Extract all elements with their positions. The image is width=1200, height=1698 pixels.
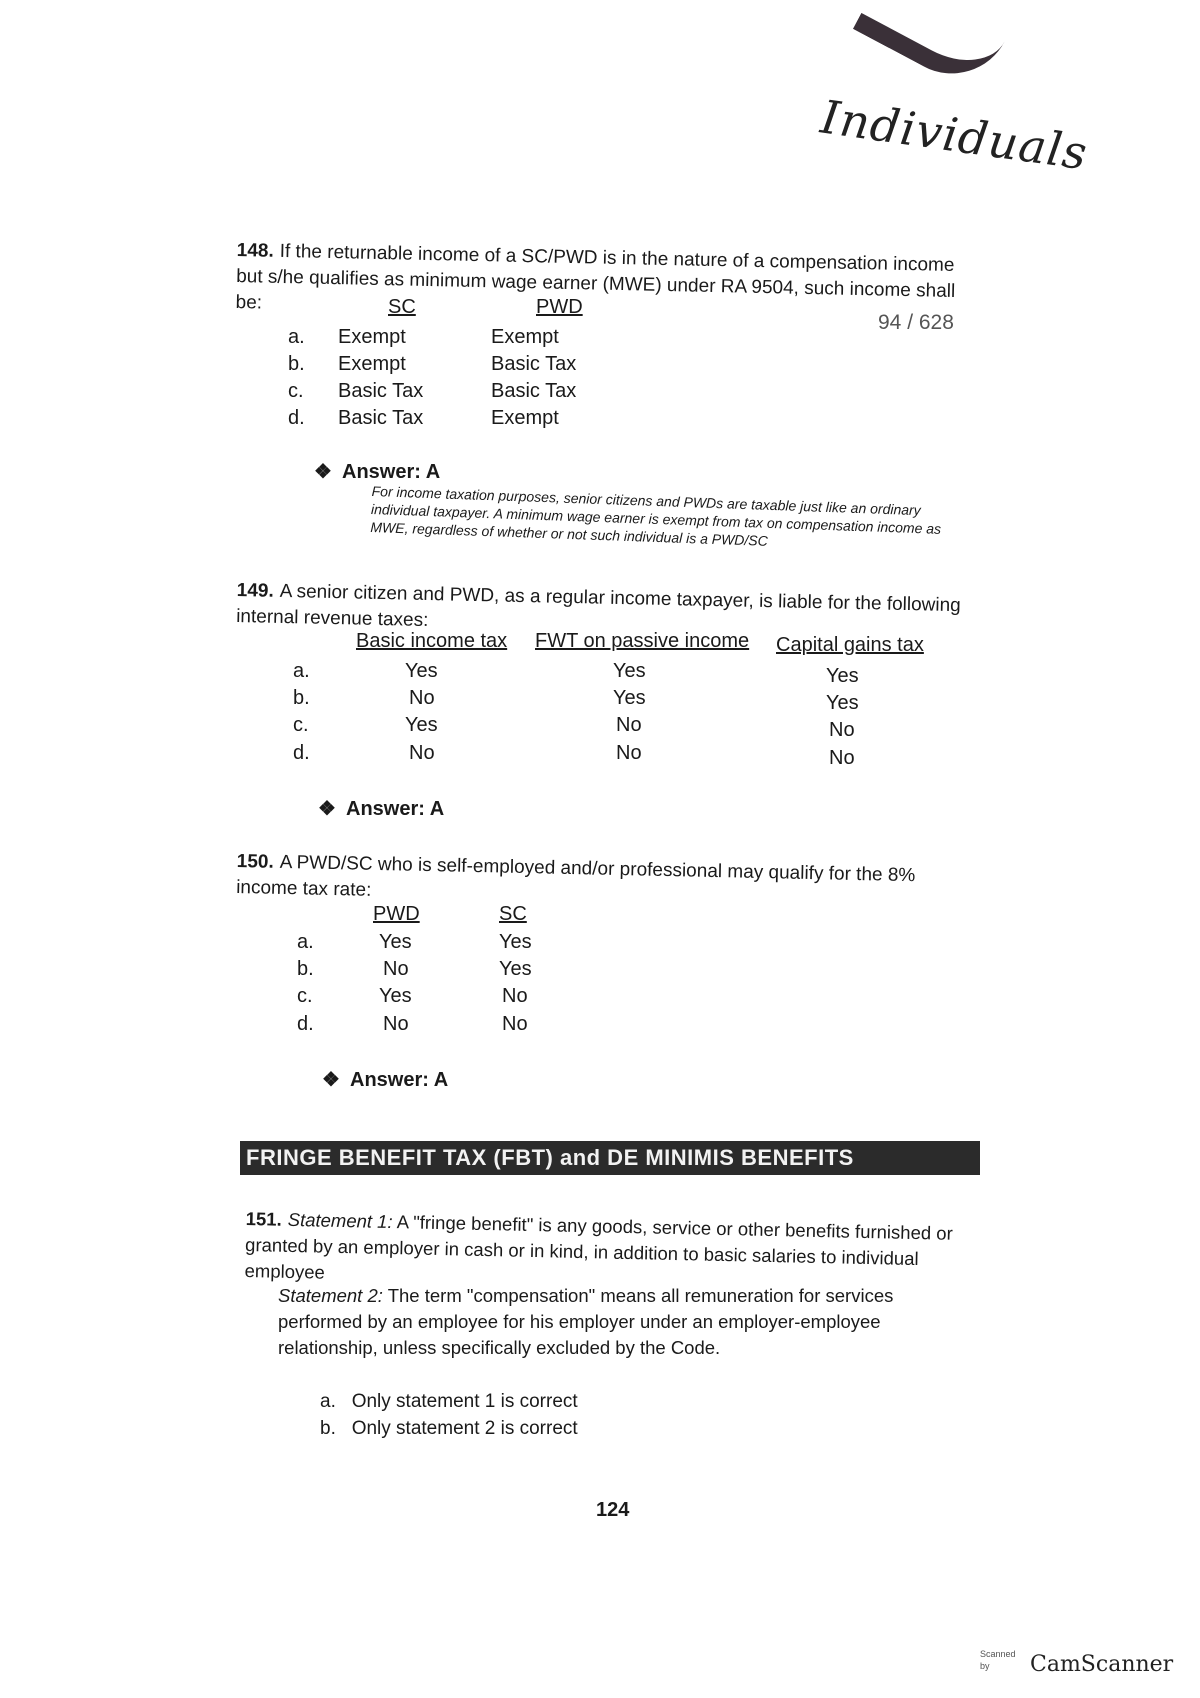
option-cell: No [502, 985, 528, 1007]
question-149 [237, 578, 982, 630]
choice-item: a. Only statement 1 is correct [320, 1391, 578, 1412]
table-header: Basic income tax [356, 630, 508, 652]
option-letter: d. [297, 1013, 314, 1035]
option-cell: No [383, 958, 409, 980]
choice-item: b. Only statement 2 is correct [320, 1418, 578, 1439]
section-heading: FRINGE BENEFIT TAX (FBT) and DE MINIMIS BENEFITS [240, 1141, 980, 1175]
option-letter: b. [288, 353, 305, 375]
question-150 [237, 849, 982, 901]
answer: ❖ Answer: A [322, 1069, 449, 1091]
option-cell: Exempt [338, 326, 406, 348]
question-151 [246, 1206, 982, 1284]
camscanner-logo: Scanned by [980, 1649, 1016, 1671]
option-cell: Yes [826, 665, 859, 687]
option-letter: b. [297, 958, 314, 980]
page-indicator: 94 / 628 [878, 311, 954, 334]
watermark: CamScanner [1030, 1652, 1174, 1677]
option-cell: Yes [499, 931, 532, 953]
option-cell: No [616, 714, 642, 736]
question-text: 150. A PWD/SC who is self-employed and/or professional may qualify for the 8% income tax rate: [235, 850, 916, 901]
running-head: Individuals [817, 89, 1091, 181]
table-header: SC [388, 296, 416, 318]
option-cell: Basic Tax [491, 380, 577, 402]
option-letter: d. [293, 742, 310, 764]
table-header: SC [499, 903, 527, 925]
option-cell: Exempt [338, 353, 406, 375]
option-cell: No [616, 742, 642, 764]
option-letter: a. [297, 931, 314, 953]
option-cell: No [502, 1013, 528, 1035]
answer: ❖ Answer: A [314, 461, 441, 483]
option-letter: c. [293, 714, 309, 736]
option-letter: a. [293, 660, 310, 682]
page-number: 124 [596, 1499, 630, 1521]
diamond-bullet-icon: ❖ [322, 1069, 340, 1091]
option-cell: No [409, 687, 435, 709]
question-text: 151. Statement 1: A "fringe benefit" is any goods, service or other benefits furnished or granted by an employer in cash or in kind, in addition to basic salaries to individual employee [244, 1207, 953, 1283]
option-cell: Yes [613, 660, 646, 682]
option-cell: No [383, 1013, 409, 1035]
option-cell: Yes [499, 958, 532, 980]
explanation: For income taxation purposes, senior citizens and PWDs are taxable just like an ordinary individual taxpayer. A minimum wage earner is exempt from tax on compensation income as MWE, regardless of whether or not such individual is a PWD/SC [370, 482, 942, 549]
option-cell: Yes [379, 985, 412, 1007]
option-cell: No [409, 742, 435, 764]
question-text: 149. A senior citizen and PWD, as a regular income taxpayer, is liable for the following internal revenue taxes: [235, 579, 961, 632]
option-cell: Exempt [491, 326, 559, 348]
option-cell: No [829, 719, 855, 741]
option-cell: Yes [826, 692, 859, 714]
option-cell: Yes [405, 714, 438, 736]
table-header: Capital gains tax [776, 634, 924, 656]
question-148 [237, 238, 982, 316]
answer: ❖ Answer: A [318, 798, 445, 820]
option-cell: Exempt [491, 407, 559, 429]
question-text: 148. If the returnable income of a SC/PWD is in the nature of a compensation income but s/he qualifies as minimum wage earner (MWE) under RA 9504, such income shall be: [235, 239, 956, 314]
table-header: FWT on passive income [535, 630, 750, 652]
page-corner-shadow [853, 0, 1027, 95]
option-cell: Yes [613, 687, 646, 709]
option-letter: b. [293, 687, 310, 709]
diamond-bullet-icon: ❖ [314, 461, 332, 483]
option-letter: d. [288, 407, 305, 429]
option-cell: Basic Tax [338, 380, 424, 402]
option-cell: No [829, 747, 855, 769]
option-cell: Yes [379, 931, 412, 953]
option-cell: Yes [405, 660, 438, 682]
option-cell: Basic Tax [491, 353, 577, 375]
option-cell: Basic Tax [338, 407, 424, 429]
option-letter: a. [288, 326, 305, 348]
option-letter: c. [297, 985, 313, 1007]
table-header: PWD [373, 903, 420, 925]
table-header: PWD [536, 296, 583, 318]
diamond-bullet-icon: ❖ [318, 798, 336, 820]
option-letter: c. [288, 380, 304, 402]
statement-2: Statement 2: The term "compensation" means all remuneration for services performed by an employee for his employer under an employer-employee relationship, unless specifically excluded by the Code. [278, 1285, 894, 1358]
